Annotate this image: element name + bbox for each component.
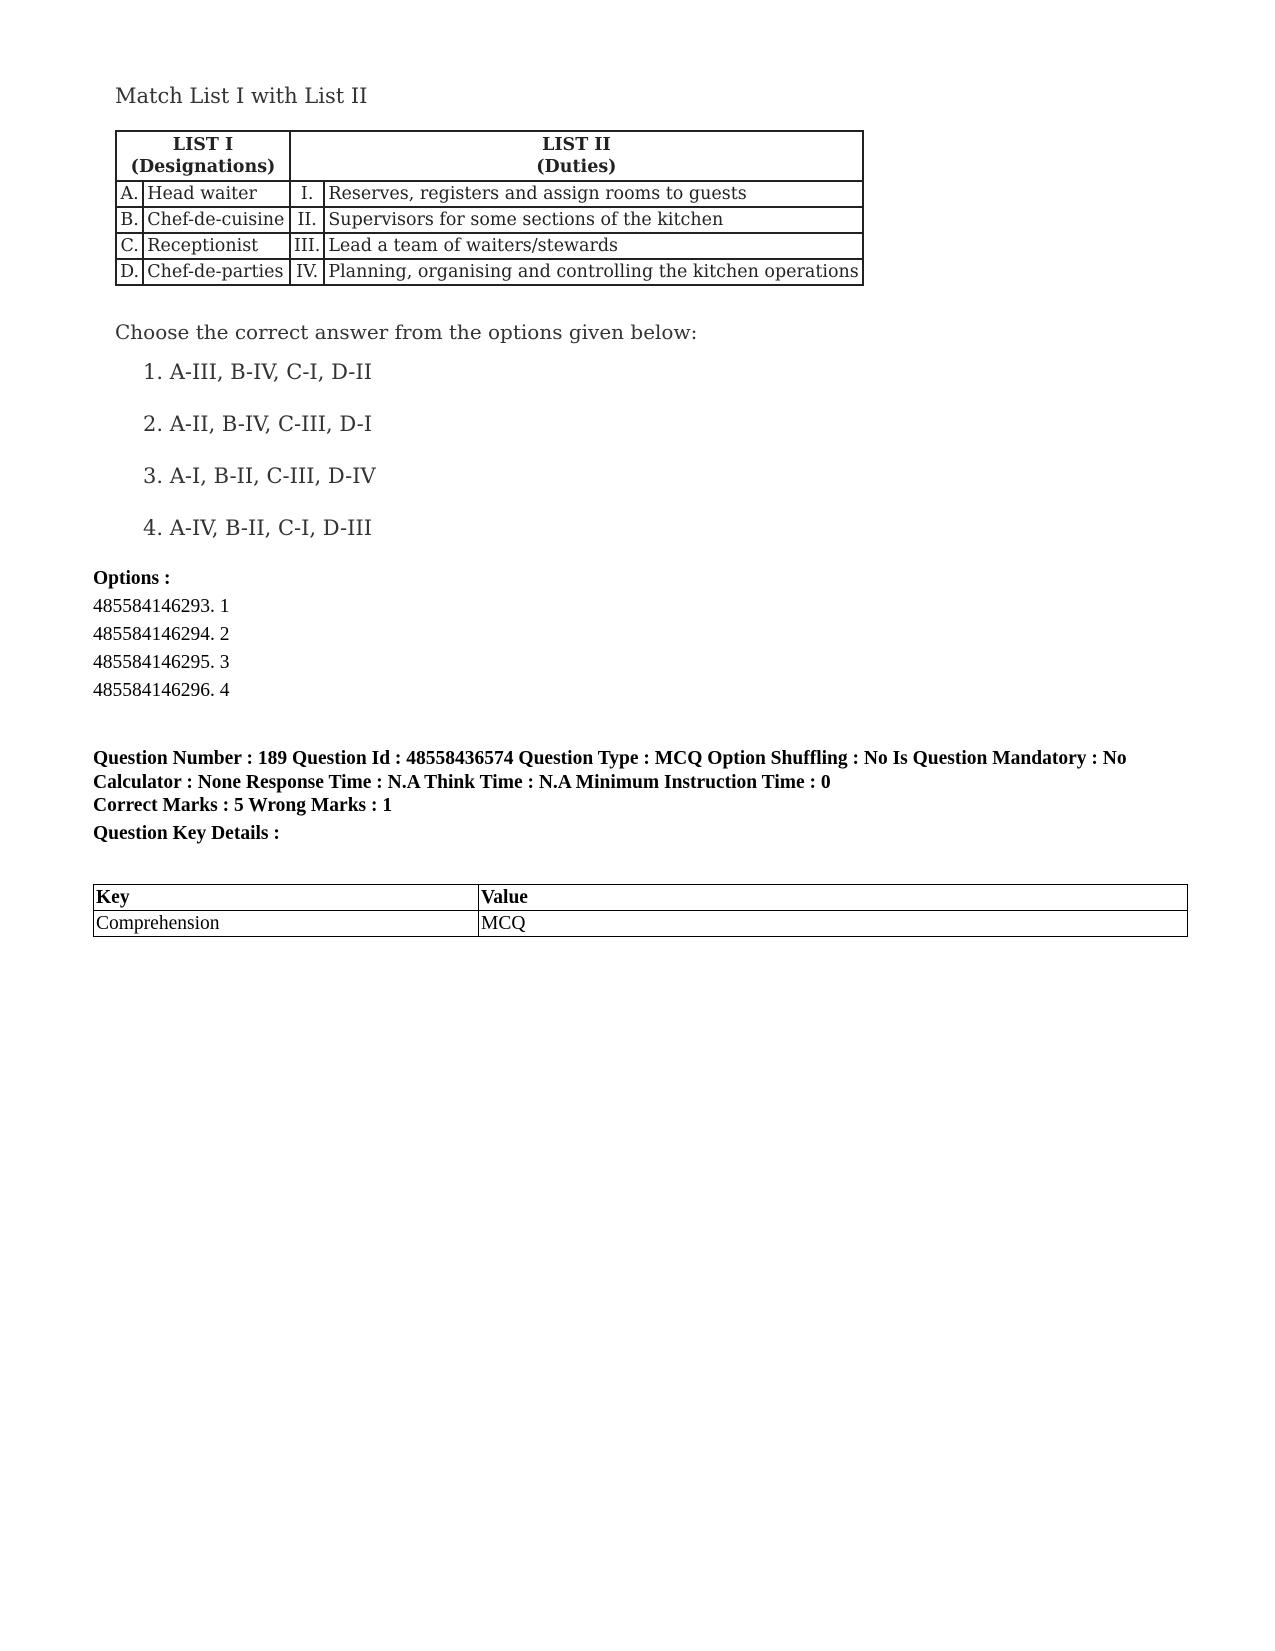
row-numeral: III. — [290, 233, 324, 259]
designation: Chef-de-parties — [143, 259, 290, 285]
duty: Lead a team of waiters/stewards — [324, 233, 862, 259]
list1-header: LIST I (Designations) — [116, 131, 290, 181]
choose-instruction: Choose the correct answer from the options given below: — [115, 320, 698, 344]
option-item: 485584146294. 2 — [93, 624, 230, 645]
question-intro: Match List I with List II — [115, 84, 368, 108]
row-numeral: I. — [290, 181, 324, 207]
duty: Planning, organising and controlling the kitchen operations — [324, 259, 862, 285]
key-header: Key — [94, 885, 479, 911]
list2-header: LIST II (Duties) — [290, 131, 863, 181]
key-table-row — [94, 911, 1188, 937]
question-meta: Question Number : 189 Question Id : 48558436574 Question Type : MCQ Option Shuffling : No Is Question Mandatory : No Calculator : None Response Time : N.A Think Time : N.A Minimum Instruction Time : 0 — [93, 748, 1127, 793]
choice-3: 3. A-I, B-II, C-III, D-IV — [143, 464, 376, 488]
key-details-table — [93, 884, 1188, 937]
options-label: Options : — [93, 568, 171, 589]
option-item: 485584146296. 4 — [93, 680, 230, 701]
choice-1: 1. A-III, B-IV, C-I, D-II — [143, 360, 372, 384]
key-cell: Comprehension — [94, 911, 479, 937]
key-table-header — [94, 885, 1188, 911]
row-numeral: II. — [290, 207, 324, 233]
key-details-label: Question Key Details : — [93, 823, 280, 844]
row-letter: C. — [116, 233, 143, 259]
row-letter: D. — [116, 259, 143, 285]
choice-4: 4. A-IV, B-II, C-I, D-III — [143, 516, 372, 540]
option-item: 485584146295. 3 — [93, 652, 230, 673]
value-cell: MCQ — [479, 911, 1188, 937]
match-table-header — [116, 131, 863, 181]
duty: Reserves, registers and assign rooms to guests — [324, 181, 862, 207]
designation: Head waiter — [143, 181, 290, 207]
match-table-row — [116, 207, 863, 233]
value-header: Value — [479, 885, 1188, 911]
row-numeral: IV. — [290, 259, 324, 285]
row-letter: B. — [116, 207, 143, 233]
choice-2: 2. A-II, B-IV, C-III, D-I — [143, 412, 372, 436]
option-item: 485584146293. 1 — [93, 596, 230, 617]
match-table — [115, 130, 864, 286]
designation: Receptionist — [143, 233, 290, 259]
row-letter: A. — [116, 181, 143, 207]
match-table-row — [116, 233, 863, 259]
duty: Supervisors for some sections of the kitchen — [324, 207, 862, 233]
match-table-row — [116, 259, 863, 285]
match-table-row — [116, 181, 863, 207]
marks-line: Correct Marks : 5 Wrong Marks : 1 — [93, 795, 393, 816]
designation: Chef-de-cuisine — [143, 207, 290, 233]
